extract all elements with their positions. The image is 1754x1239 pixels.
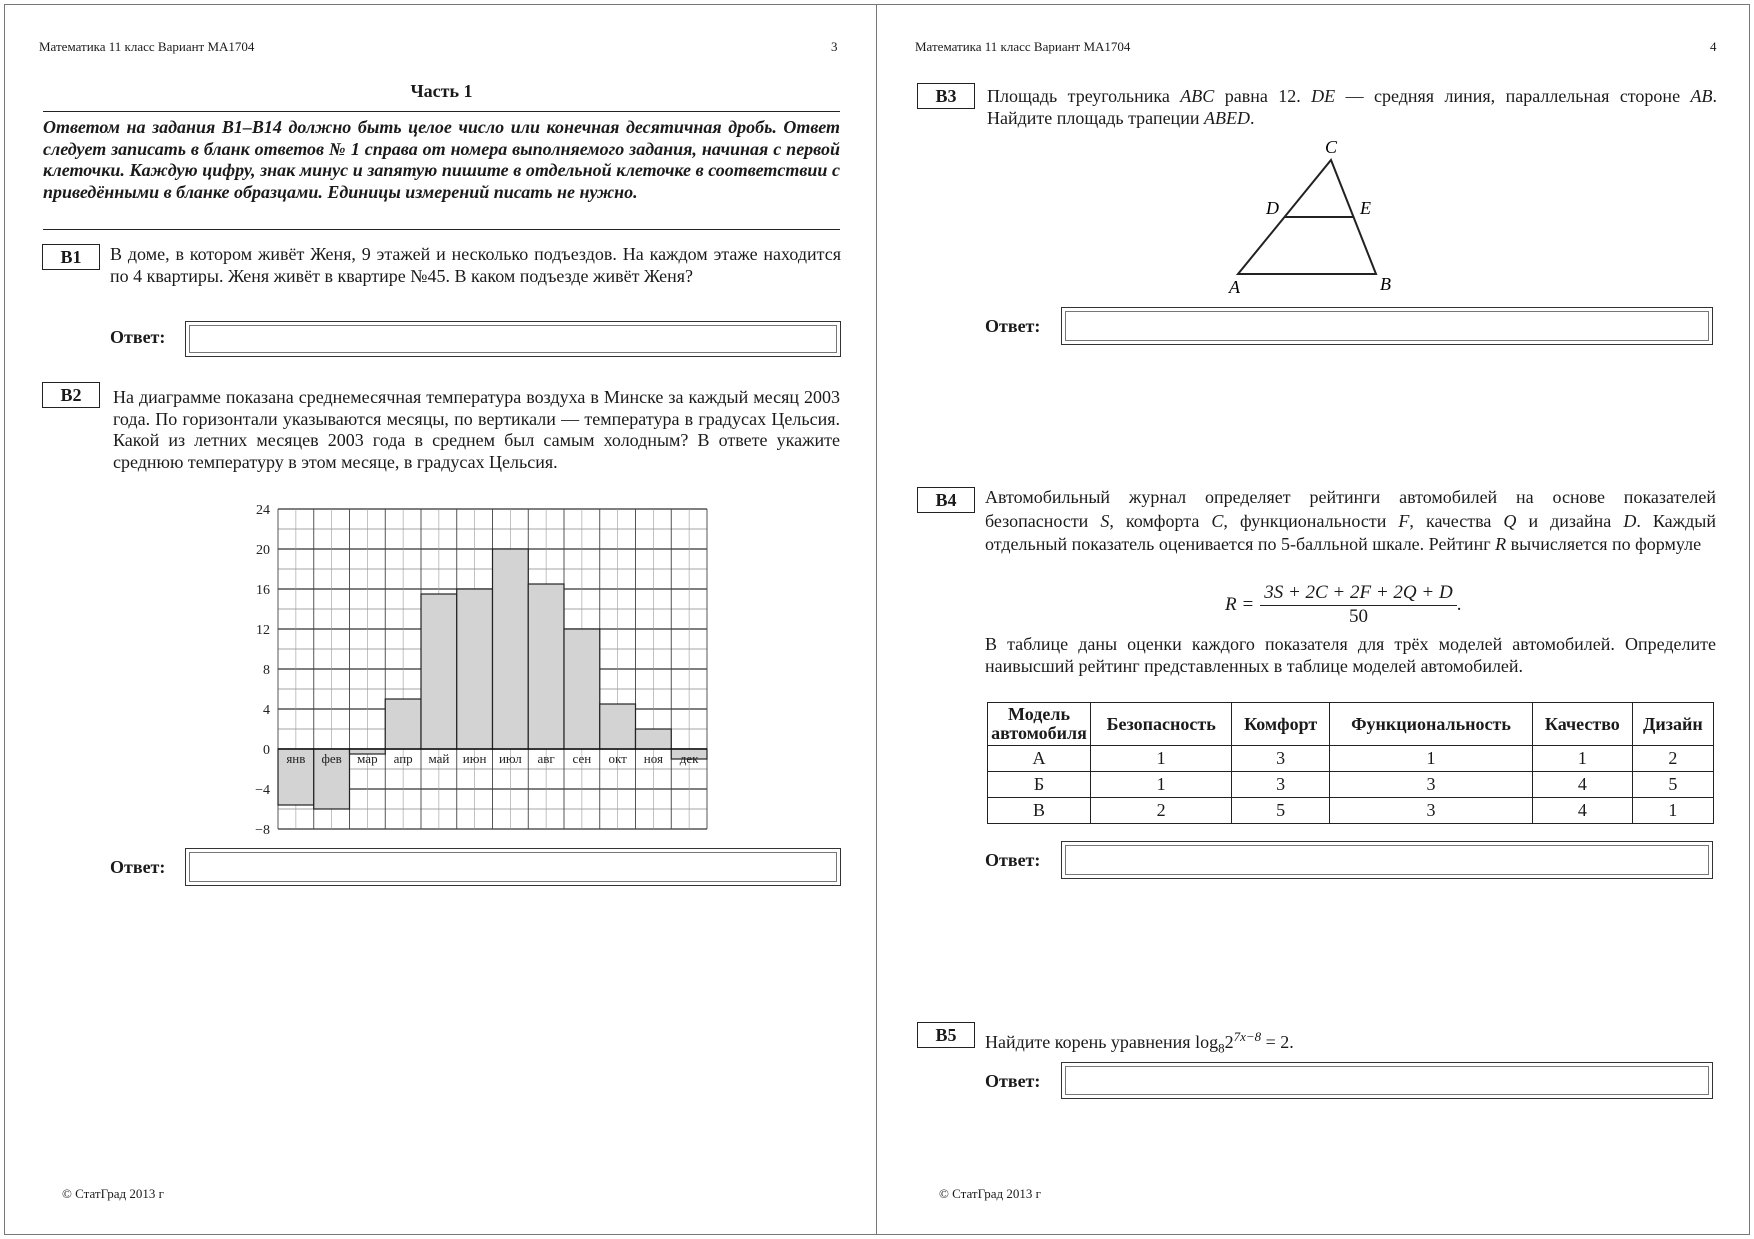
bar-ноя [636,729,672,749]
power-base: 2 [1224,1032,1234,1052]
vertex-e: E [1360,198,1371,218]
intro-text: Ответом на задания В1–В14 должно быть целое число или конечная десятичная дробь. Ответ следует записать в бланк ответов № 1 справа от номера выполняемого задания, начиная с первой клеточки. Каждую цифру, знак минус и запятую пишите в отдельной клеточке в соответствии с приведёнными в бланке образцами. Единицы измерений писать не нужно. [43,117,840,202]
task-b1-text: В доме, в котором живёт Женя, 9 этажей и несколько подъездов. На каждом этаже находится по 4 квартиры. Женя живёт в квартире №45. В каком подъезде живёт Женя? [110,244,841,286]
bar-авг [528,584,564,749]
task-b2-text: На диаграмме показана среднемесячная температура воздуха в Минске за каждый месяц 2003 года. По горизонтали указываются месяцы, по вертикали — температура в градусах Цельсия. Какой из летних месяцев 2003 года в среднем был самым холодным? В ответе укажите среднюю температуру в этом месяце, в градусах Цельсия. [113,387,840,472]
log-base: 8 [1218,1040,1225,1056]
rating-formula [1225,582,1461,628]
formula-end: . [1456,594,1462,615]
answer-label-b3: Ответ: [985,316,1041,336]
answer-box-b5[interactable] [1061,1062,1713,1099]
month-label: янв [286,751,306,766]
y-tick-label: −4 [255,783,270,798]
left-page [4,4,877,1235]
triangle-figure [1217,133,1437,298]
formula-numerator: 3S + 2C + 2F + 2Q + D [1260,582,1457,606]
page-header-left: Математика 11 класс Вариант МА1704 [915,39,1131,54]
bar-окт [600,704,636,749]
table-row: Б 1 3 3 4 5 [988,772,1714,798]
task-label-b3: B3 [917,83,975,109]
answer-box-b1[interactable] [185,321,841,357]
bar-май [421,594,457,749]
month-label: дек [679,751,699,766]
formula-denominator: 50 [1348,606,1368,627]
table-row: В 2 5 3 4 1 [988,798,1714,824]
answer-label-b4: Ответ: [985,850,1041,870]
task-label-b2: B2 [42,382,100,408]
answer-label-b2: Ответ: [110,857,166,877]
month-label: апр [393,751,413,766]
formula-fraction [1260,582,1457,628]
bar-апр [385,699,421,749]
page-number: 4 [1710,39,1717,54]
month-label: авг [537,751,555,766]
th-safety: Безопасность [1091,703,1232,746]
y-tick-label: 16 [256,583,270,598]
th-functionality: Функциональность [1329,703,1532,746]
month-label: май [428,751,450,766]
bar-июл [493,549,529,749]
intro-bottom-rule [43,229,840,230]
task-b3-text: Площадь треугольника ABC равна 12. DE — средняя линия, параллельная стороне AB. Найдите площадь трапеции ABED. [987,86,1717,128]
car-ratings-table [987,702,1714,824]
y-tick-label: 20 [256,543,270,558]
temperature-chart [233,497,719,837]
task-label-b5: B5 [917,1022,975,1048]
y-tick-label: 4 [263,703,270,718]
answer-box-b2[interactable] [185,848,841,886]
answer-label-b1: Ответ: [110,327,166,347]
part-title: Часть 1 [410,81,473,101]
task-label-b4: B4 [917,487,975,513]
vertex-b: B [1380,274,1391,294]
th-design: Дизайн [1632,703,1713,746]
task-b5-text: Найдите корень уравнения $\log_82^{7x-8} = 2$. [985,1029,1294,1056]
footer-copyright: © СтатГрад 2013 г [62,1186,164,1201]
page-number: 3 [831,39,838,54]
intro-top-rule [43,111,840,112]
y-tick-label: 24 [256,503,270,518]
page-header-left: Математика 11 класс Вариант МА1704 [39,39,255,54]
month-label: сен [572,751,592,766]
y-tick-label: −8 [255,823,270,837]
vertex-a: A [1229,277,1240,297]
task-b4-text: Автомобильный журнал определяет рейтинги автомобилей на основе показателей безопасности S, комфорта C, функциональности F, качества Q и дизайна D. Каждый отдельный показатель оценивается по 5-балльной шкале. Рейтинг R вычисляется по формуле [985,487,1716,554]
th-quality: Качество [1533,703,1633,746]
vertex-c: C [1325,137,1338,157]
y-tick-label: 8 [263,663,270,678]
y-tick-label: 12 [256,623,270,638]
right-page [876,4,1750,1235]
task-label-b1: B1 [42,244,100,270]
month-label: ноя [643,751,663,766]
table-row: А 1 3 1 1 2 [988,746,1714,772]
answer-box-b3[interactable] [1061,307,1713,345]
month-label: июн [462,751,487,766]
month-label: мар [357,751,378,766]
task-b4-text2: В таблице даны оценки каждого показателя для трёх моделей автомобилей. Определите наивысший рейтинг представленных в таблице моделей автомобилей. [985,634,1716,676]
y-tick-label: 0 [263,743,270,758]
month-label: фев [321,751,342,766]
table-header-row [988,703,1714,746]
th-comfort: Комфорт [1232,703,1330,746]
th-model: Модель автомобиля [988,703,1091,746]
footer-copyright: © СтатГрад 2013 г [939,1186,1041,1201]
formula-lhs: R = [1225,594,1255,615]
answer-label-b5: Ответ: [985,1071,1041,1091]
vertex-d: D [1266,198,1279,218]
month-label: июл [498,751,522,766]
month-label: окт [608,751,627,766]
exponent: 7x−8 [1233,1029,1262,1044]
bar-июн [457,589,493,749]
answer-box-b4[interactable] [1061,841,1713,879]
bar-сен [564,629,600,749]
